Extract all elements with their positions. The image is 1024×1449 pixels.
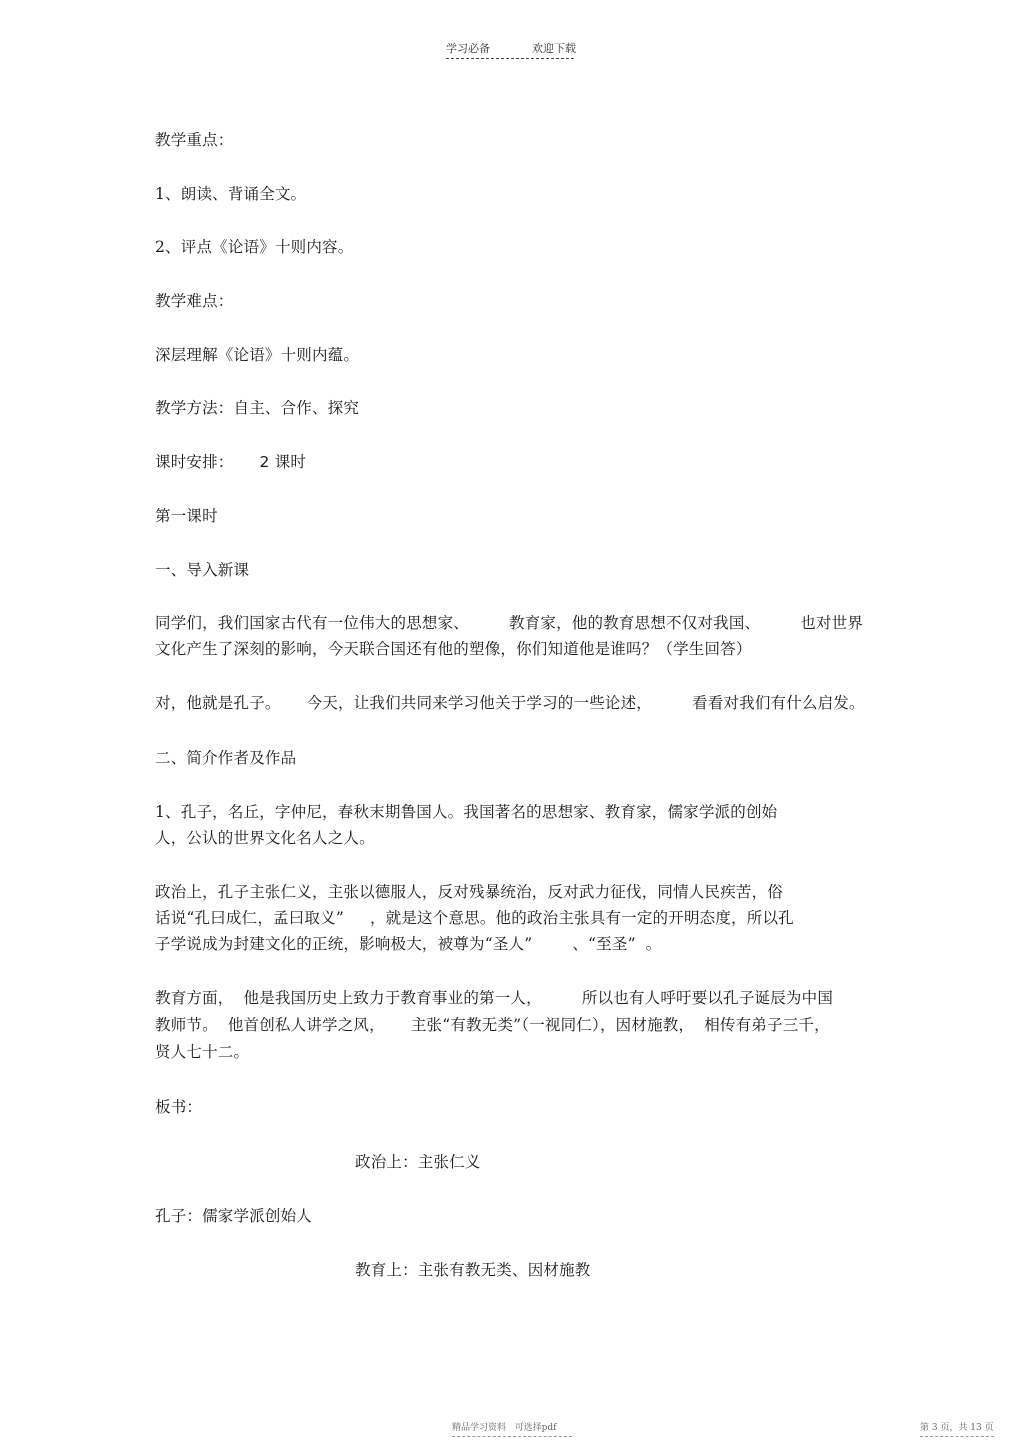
answer-text-c: 看看对我们有什么启发。 xyxy=(692,694,865,712)
intro-text-c: 也对世界 xyxy=(800,614,864,632)
board-education: 教育上：主张有教无类、因材施教 xyxy=(355,1261,591,1279)
board-confucius: 孔子：儒家学派创始人 xyxy=(155,1207,313,1225)
politics-sage-text: 、“至圣” xyxy=(572,935,636,953)
politics-paragraph-line-2 xyxy=(155,905,794,931)
education-text-e: 他首创私人讲学之风， xyxy=(227,1016,385,1034)
footer-right-rule xyxy=(920,1436,994,1437)
footer-left-a: 精品学习资料 xyxy=(452,1423,507,1433)
lesson-schedule-label: 课时安排： xyxy=(155,453,234,471)
key-point-2: 2、评点《论语》十则内容。 xyxy=(155,238,354,256)
board-politics: 政治上：主张仁义 xyxy=(355,1153,481,1171)
education-text-c: 所以也有人呼吁要以孔子诞辰为中国 xyxy=(581,989,834,1007)
board-heading: 板书： xyxy=(155,1098,203,1116)
section-heading-key-points: 教学重点： xyxy=(155,131,234,149)
politics-saint-text: 子学说成为封建文化的正统，影响极大，被尊为“圣人” xyxy=(155,935,533,953)
footer-page-number: 第 3 页，共 13 页 xyxy=(920,1423,994,1433)
page-header xyxy=(446,40,576,56)
section-heading-difficulties: 教学难点： xyxy=(155,292,234,310)
politics-end: 。 xyxy=(645,935,662,953)
key-point-1: 1、朗读、背诵全文。 xyxy=(155,185,307,203)
answer-text-b: 今天，让我们共同来学习他关于学习的一些论述， xyxy=(306,694,653,712)
education-text-d: 教师节。 xyxy=(155,1016,218,1034)
politics-quote: 话说“孔曰成仁，孟曰取义” xyxy=(155,909,344,927)
footer-left-rule xyxy=(452,1436,572,1437)
intro-answer-paragraph xyxy=(155,690,865,716)
education-paragraph-line-2 xyxy=(155,1012,830,1038)
header-rule xyxy=(446,58,574,59)
answer-text-a: 对，他就是孔子。 xyxy=(155,694,281,712)
section-intro-heading: 一、导入新课 xyxy=(155,561,250,579)
intro-text-b: 教育家，他的教育思想不仅对我国、 xyxy=(509,614,761,632)
header-left: 学习必备 xyxy=(446,42,490,55)
education-text-a: 教育方面， xyxy=(155,989,234,1007)
difficulty-text: 深层理解《论语》十则内蕴。 xyxy=(155,346,360,364)
author-paragraph-line-2: 人，公认的世界文化名人之人。 xyxy=(155,829,375,847)
section-author-heading: 二、简介作者及作品 xyxy=(155,749,297,767)
lesson-schedule xyxy=(155,449,306,475)
education-paragraph-line-3: 贤人七十二。 xyxy=(155,1043,250,1061)
education-paragraph-line-1 xyxy=(155,985,833,1011)
footer-left xyxy=(452,1420,556,1433)
politics-text: ，就是这个意思。他的政治主张具有一定的开明态度，所以孔 xyxy=(369,909,794,927)
header-right: 欢迎下载 xyxy=(532,42,576,55)
education-text-g: 相传有弟子三千， xyxy=(704,1016,830,1034)
author-paragraph-line-1: 1、孔子，名丘，字仲尼，春秋末期鲁国人。我国著名的思想家、教育家，儒家学派的创始 xyxy=(155,803,778,821)
education-text-b: 他是我国历史上致力于教育事业的第一人， xyxy=(243,989,542,1007)
lesson-schedule-value: 2 课时 xyxy=(259,453,307,471)
intro-paragraph-line-1 xyxy=(155,610,863,636)
politics-paragraph-line-1: 政治上，孔子主张仁义，主张以德服人，反对残暴统治，反对武力征伐，同情人民疾苦，俗 xyxy=(155,883,784,901)
education-text-f: 主张“有教无类”（一视同仁），因材施教， xyxy=(410,1016,695,1034)
teaching-methods: 教学方法：自主、合作、探究 xyxy=(155,399,360,417)
politics-paragraph-line-3 xyxy=(155,931,661,957)
lesson-one-heading: 第一课时 xyxy=(155,507,218,525)
intro-text-a: 同学们，我们国家古代有一位伟大的思想家、 xyxy=(155,614,470,632)
footer-left-b: 可选择pdf xyxy=(514,1423,557,1433)
intro-paragraph-line-2: 文化产生了深刻的影响，今天联合国还有他的塑像，你们知道他是谁吗？（学生回答） xyxy=(155,640,752,658)
